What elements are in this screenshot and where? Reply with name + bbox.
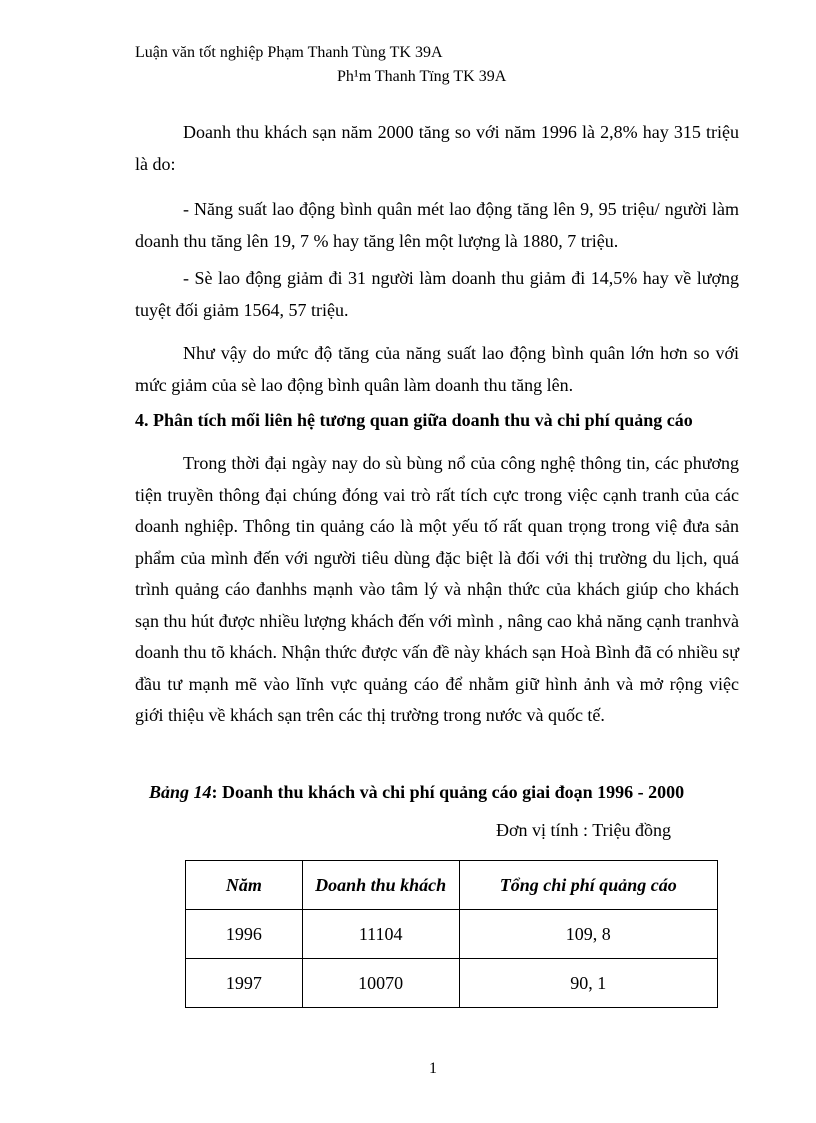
table-header-row [186, 861, 718, 910]
cell-year: 1996 [186, 910, 303, 959]
column-header-year: Năm [186, 861, 303, 910]
table-caption [149, 782, 684, 803]
column-header-revenue: Doanh thu khách [302, 861, 459, 910]
header-line-1: Luận văn tốt nghiệp Phạm Thanh Tùng TK 39A [135, 44, 443, 61]
table-label: Bảng 14 [149, 782, 212, 802]
table-row [186, 959, 718, 1008]
cell-advertising-cost: 90, 1 [459, 959, 717, 1008]
table-row [186, 910, 718, 959]
paragraph-revenue-2000: Doanh thu khách sạn năm 2000 tăng so với năm 1996 là 2,8% hay 315 triệu là do: [135, 122, 739, 174]
cell-advertising-cost: 109, 8 [459, 910, 717, 959]
table-title: : Doanh thu khách và chi phí quảng cáo giai đoạn 1996 - 2000 [211, 782, 685, 802]
paragraph-labor-count: - Sè lao động giảm đi 31 người làm doanh thu giảm đi 14,5% hay về lượng tuyệt đối giảm 1564, 57 triệu. [135, 268, 739, 320]
header-line-2: Ph¹m Thanh Tïng TK 39A [337, 68, 507, 85]
column-header-advertising-cost: Tổng chi phí quảng cáo [459, 861, 717, 910]
revenue-advertising-table [185, 860, 718, 1008]
table-unit: Đơn vị tính : Triệu đồng [496, 820, 672, 840]
page-number: 1 [429, 1060, 437, 1077]
paragraph-advertising: Trong thời đại ngày nay do sù bùng nổ của công nghệ thông tin, các phương tiện truyền thông đại chúng đóng vai trò rất tích cực trong việc cạnh tranh của các doanh nghiệp. Thông tin quảng cáo là một yếu tố rất quan trọng trong việ đưa sản phẩm của mình đến với người tiêu dùng đặc biệt là đối với thị trường du lịch, quá trình quảng cáo đanhhs mạnh vào tâm lý và nhận thức của khách giúp cho khách sạn thu hút được nhiều lượng khách đến với mình , nâng cao khả năng cạnh tranhvà doanh thu tõ khách. Nhận thức được vấn đề này khách sạn Hoà Bình đã có nhiều sự đầu tư mạnh mẽ vào lĩnh vực quảng cáo để nhằm giữ hình ảnh và mở rộng việc giới thiệu về khách sạn trên các thị trường trong nước và quốc tế. [135, 453, 739, 725]
cell-revenue: 11104 [302, 910, 459, 959]
cell-year: 1997 [186, 959, 303, 1008]
paragraph-conclusion: Như vậy do mức độ tăng của năng suất lao động bình quân lớn hơn so với mức giảm của sè lao động bình quân làm doanh thu tăng lên. [135, 343, 739, 395]
paragraph-labor-productivity: - Năng suất lao động bình quân mét lao động tăng lên 9, 95 triệu/ người làm doanh thu tăng lên 19, 7 % hay tăng lên một lượng là 1880, 7 triệu. [135, 199, 739, 251]
cell-revenue: 10070 [302, 959, 459, 1008]
section-heading: 4. Phân tích mối liên hệ tương quan giữa doanh thu và chi phí quảng cáo [135, 410, 693, 430]
